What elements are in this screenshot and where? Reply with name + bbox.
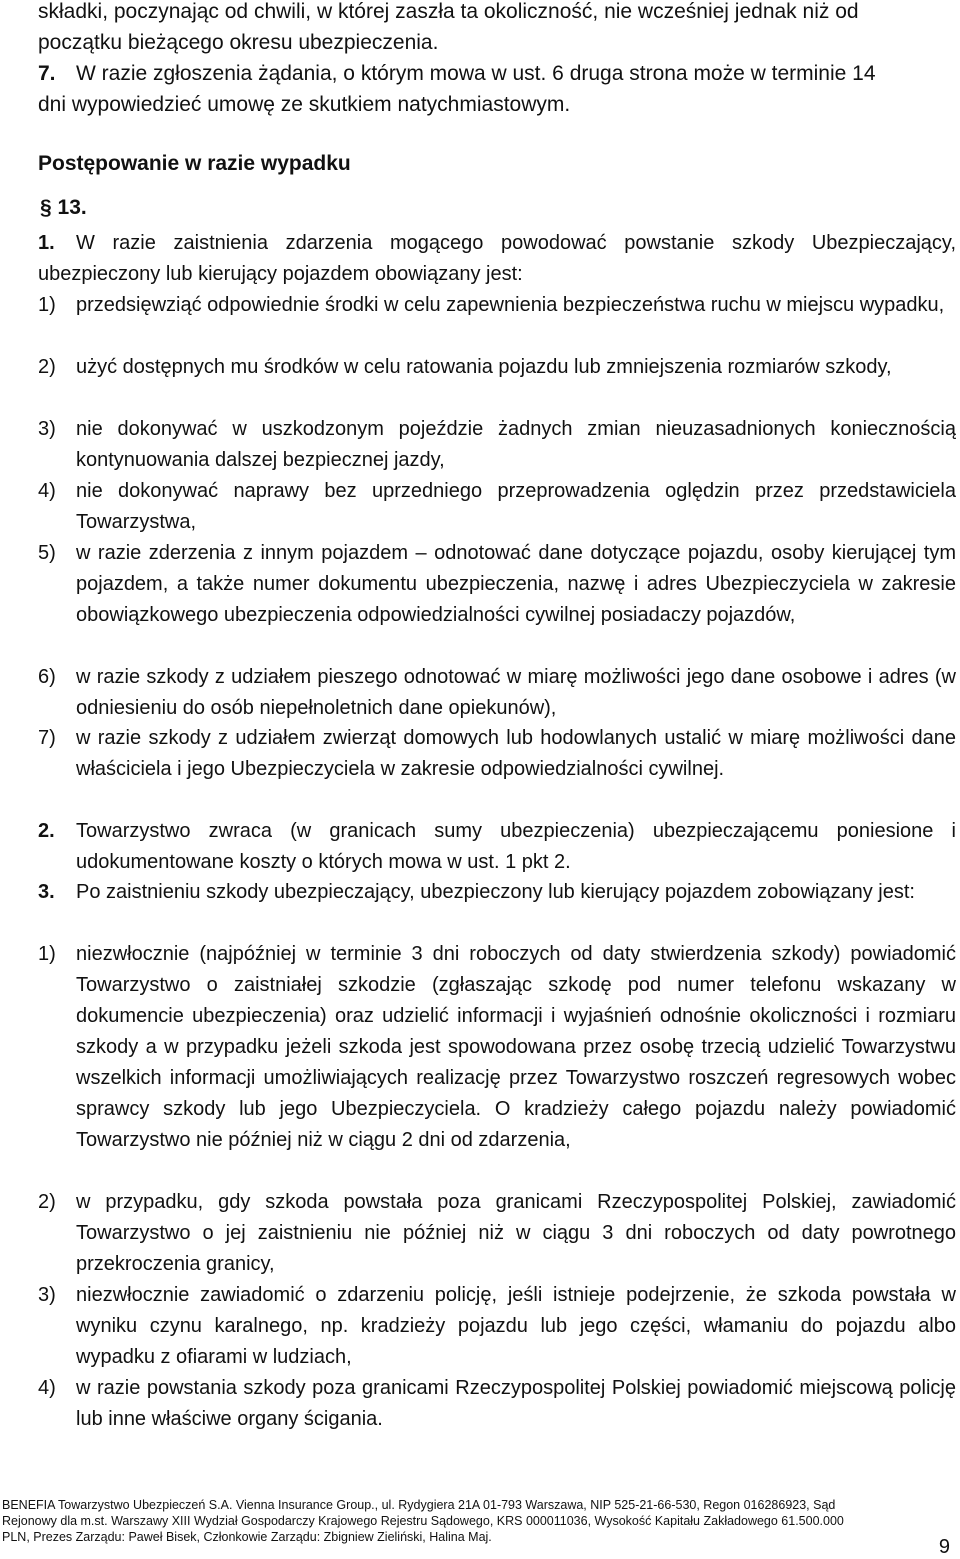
- list-item-number: 4): [38, 480, 56, 502]
- ust-3-text: Po zaistnieniu szkody ubezpieczający, ubezpieczony lub kierujący pojazdem zobowiązany jest:: [76, 881, 915, 903]
- list-item-text: w przypadku, gdy szkoda powstała poza granicami Rzeczypospolitej Polskiej, zawiadomić Towarzystwo o jej zaistnieniu nie później niż w ciągu 3 dni roboczych od daty powrotnego przekroczenia granicy,: [76, 1191, 956, 1275]
- list-item-text: użyć dostępnych mu środków w celu ratowania pojazdu lub zmniejszenia rozmiarów szkody,: [76, 356, 892, 378]
- list-item-number: 2): [38, 1191, 56, 1213]
- list-item-number: 1): [38, 294, 56, 316]
- list-item: [38, 290, 956, 352]
- ust-1-number: 1.: [38, 232, 55, 254]
- list-item: [38, 1280, 956, 1373]
- list-item: [38, 939, 956, 1187]
- list-item-number: 2): [38, 356, 56, 378]
- section-heading: Postępowanie w razie wypadku: [38, 152, 351, 175]
- list-item: [38, 662, 956, 724]
- list-item-number: 3): [38, 418, 56, 440]
- footer-line-1: BENEFIA Towarzystwo Ubezpieczeń S.A. Vienna Insurance Group., ul. Rydygiera 21A 01-793 Warszawa, NIP 525-21-66-530, Regon 016286923, Sąd: [2, 1498, 836, 1512]
- list-item-number: 1): [38, 943, 56, 965]
- list-item: [38, 414, 956, 476]
- list-item-text: w razie szkody z udziałem pieszego odnotować w miarę możliwości jego dane osobowe i adres (w odniesieniu do osób niepełnoletnich dane opiekunów),: [76, 666, 956, 719]
- footer-line-3: PLN, Prezes Zarządu: Paweł Bisek, Członkowie Zarządu: Zbigniew Zieliński, Halina Maj.: [2, 1530, 492, 1544]
- ust-7-number: 7.: [38, 62, 56, 85]
- ust-7: [38, 58, 956, 89]
- ust-1-text: W razie zaistnienia zdarzenia mogącego powodować powstanie szkody Ubezpieczający, ubezpieczony lub kierujący pojazdem obowiązany jest:: [38, 232, 956, 285]
- list-item: [38, 352, 956, 414]
- list-item-number: 4): [38, 1377, 56, 1399]
- list-item-number: 6): [38, 666, 56, 688]
- ust-7-line-1: W razie zgłoszenia żądania, o którym mowa w ust. 6 druga strona może w terminie 14: [76, 62, 876, 85]
- list-item-text: w razie powstania szkody poza granicami Rzeczypospolitej Polskiej powiadomić miejscową policję lub inne właściwe organy ścigania.: [76, 1377, 956, 1430]
- list-item-text: w razie zderzenia z innym pojazdem – odnotować dane dotyczące pojazdu, osoby kierującej tym pojazdem, a także numer dokumentu ubezpieczenia, nazwę i adres Ubezpieczyciela w zakresie obowiązkowego ubezpieczenia odpowiedzialności cywilnej posiadaczy pojazdów,: [76, 542, 956, 626]
- ust-3-number: 3.: [38, 881, 55, 903]
- list-item-number: 7): [38, 727, 56, 749]
- footer-line-2: Rejonowy dla m.st. Warszawy XIII Wydział Gospodarczy Krajowego Rejestru Sądowego, KRS 000011036, Wysokość Kapitału Zakładowego 61.500.000: [2, 1514, 844, 1528]
- document-footer: [2, 1497, 922, 1545]
- list-item: [38, 538, 956, 662]
- list-item: [38, 723, 956, 816]
- list-item-text: niezwłocznie zawiadomić o zdarzeniu policję, jeśli istnieje podejrzenie, że szkoda powstała w wyniku czynu karalnego, np. kradzieży pojazdu lub jego części, włamaniu do pojazdu albo wypadku z ofiarami w ludziach,: [76, 1284, 956, 1368]
- ust-7-line-2: dni wypowiedzieć umowę ze skutkiem natychmiastowym.: [38, 93, 571, 116]
- list-item: [38, 476, 956, 538]
- ust-2-number: 2.: [38, 820, 55, 842]
- intro-line-1: składki, poczynając od chwili, w której zaszła ta okoliczność, nie wcześniej jednak niż od: [38, 0, 859, 23]
- list-item-number: 3): [38, 1284, 56, 1306]
- intro-line-2: początku bieżącego okresu ubezpieczenia.: [38, 31, 439, 54]
- page-number: 9: [938, 1536, 950, 1558]
- ust-1: [38, 228, 956, 290]
- list-item-text: przedsięwziąć odpowiednie środki w celu zapewnienia bezpieczeństwa ruchu w miejscu wypadku,: [76, 294, 945, 316]
- ust-2: [38, 816, 956, 878]
- paragraph-number: § 13.: [40, 196, 87, 219]
- list-item: [38, 1187, 956, 1280]
- list-item-number: 5): [38, 542, 56, 564]
- list-item-text: niezwłocznie (najpóźniej w terminie 3 dni roboczych od daty stwierdzenia szkody) powiadomić Towarzystwo o zaistniałej szkodzie (zgłaszając szkodę pod numer telefonu wskazany w dokumencie ubezpieczenia) oraz udzielić informacji i wyjaśnień odnośnie okoliczności i rozmiaru szkody a w przypadku jeżeli szkoda jest spowodowana przez osobę trzecią udzielić Towarzystwu wszelkich informacji umożliwiających realizację przez Towarzystwo roszczeń regresowych wobec sprawcy szkody lub jego Ubezpieczyciela. O kradzieży całego pojazdu należy powiadomić Towarzystwo nie później niż w ciągu 2 dni od zdarzenia,: [76, 943, 956, 1151]
- ust-2-text: Towarzystwo zwraca (w granicach sumy ubezpieczenia) ubezpieczającemu poniesione i udokumentowane koszty o których mowa w ust. 1 pkt 2.: [76, 820, 956, 873]
- list-item-text: nie dokonywać naprawy bez uprzedniego przeprowadzenia oględzin przez przedstawiciela Towarzystwa,: [76, 480, 956, 533]
- list-item-text: w razie szkody z udziałem zwierząt domowych lub hodowlanych ustalić w miarę możliwości dane właściciela i jego Ubezpieczyciela w zakresie odpowiedzialności cywilnej.: [76, 727, 956, 780]
- ust-3: [38, 877, 956, 939]
- list-item: [38, 1373, 956, 1435]
- list-item-text: nie dokonywać w uszkodzonym pojeździe żadnych zmian nieuzasadnionych koniecznością kontynuowania dalszej bezpiecznej jazdy,: [76, 418, 956, 471]
